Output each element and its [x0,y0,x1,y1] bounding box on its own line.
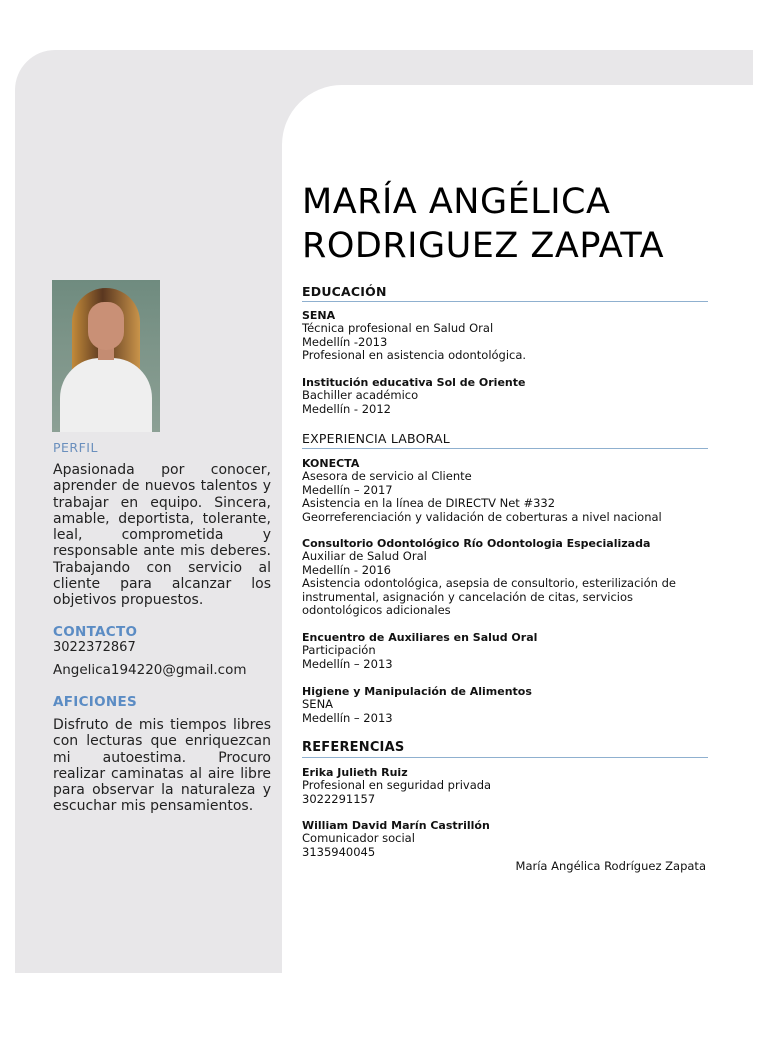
education-line: Bachiller académico [302,388,419,403]
reference-name: William David Marín Castrillón [302,819,490,832]
experience-line: Participación [302,643,376,658]
experience-line: Asistencia en la línea de DIRECTV Net #332 [302,496,556,511]
experience-item [302,631,708,671]
contacto-title: CONTACTO [53,624,138,640]
education-line: Profesional en asistencia odontológica. [302,348,527,363]
education-line: Técnica profesional en Salud Oral [302,321,494,336]
experience-line: Auxiliar de Salud Oral [302,549,427,564]
experience-line: Medellín – 2013 [302,710,393,725]
candidate-name [302,180,664,268]
profile-photo [52,280,160,432]
contact-email: Angelica194220@gmail.com [53,662,247,678]
experience-line: Medellín - 2016 [302,562,391,577]
experience-line: odontológicos adicionales [302,603,451,618]
education-line: Medellín - 2012 [302,401,391,416]
name-line-1: MARÍA ANGÉLICA [302,182,611,222]
experience-line: instrumental, asignación y cancelación de citas, servicios [302,589,634,604]
contact-phone: 3022372867 [53,640,136,655]
experience-org: Encuentro de Auxiliares en Salud Oral [302,631,538,644]
reference-line: 3022291157 [302,791,376,806]
reference-line: Comunicador social [302,831,415,846]
experience-item [302,685,708,725]
aficiones-title: AFICIONES [53,694,138,710]
education-org: Institución educativa Sol de Oriente [302,376,526,389]
aficiones-text: Disfruto de mis tiempos libres con lecturas que enriquezcan mi autoestima. Procuro realizar caminatas al aire libre para observar la naturaleza y escuchar mis pensamientos. [53,717,271,815]
experience-line: SENA [302,697,334,712]
reference-name: Erika Julieth Ruiz [302,766,408,779]
experience-org: KONECTA [302,457,360,470]
footer-name: María Angélica Rodríguez Zapata [515,859,706,873]
experience-line: Asesora de servicio al Cliente [302,469,472,484]
reference-item [302,766,708,806]
education-item [302,376,708,416]
name-line-2: RODRIGUEZ ZAPATA [302,226,665,266]
reference-line: 3135940045 [302,844,376,859]
experience-line: Medellín – 2013 [302,656,393,671]
experience-item [302,457,708,524]
perfil-title: PERFIL [53,440,98,455]
experience-item [302,537,708,617]
reference-line: Profesional en seguridad privada [302,778,492,793]
education-title: EDUCACIÓN [302,284,708,302]
references-title: REFERENCIAS [302,740,708,758]
perfil-text: Apasionada por conocer, aprender de nuevos talentos y trabajar en equipo. Sincera, amable, deportista, tolerante, leal, comprometida y responsable ante mis deberes. Trabajando con servicio al cliente para alcanzar los objetivos propuestos. [53,462,271,609]
education-org: SENA [302,309,336,322]
experience-title: EXPERIENCIA LABORAL [302,431,708,449]
experience-org: Consultorio Odontológico Río Odontologia Especializada [302,537,651,550]
reference-item [302,819,708,859]
experience-line: Medellín – 2017 [302,482,393,497]
education-line: Medellín -2013 [302,334,388,349]
experience-line: Asistencia odontológica, asepsia de consultorio, esterilización de [302,576,676,591]
experience-org: Higiene y Manipulación de Alimentos [302,685,532,698]
education-item [302,309,708,363]
experience-line: Georreferenciación y validación de coberturas a nivel nacional [302,509,662,524]
